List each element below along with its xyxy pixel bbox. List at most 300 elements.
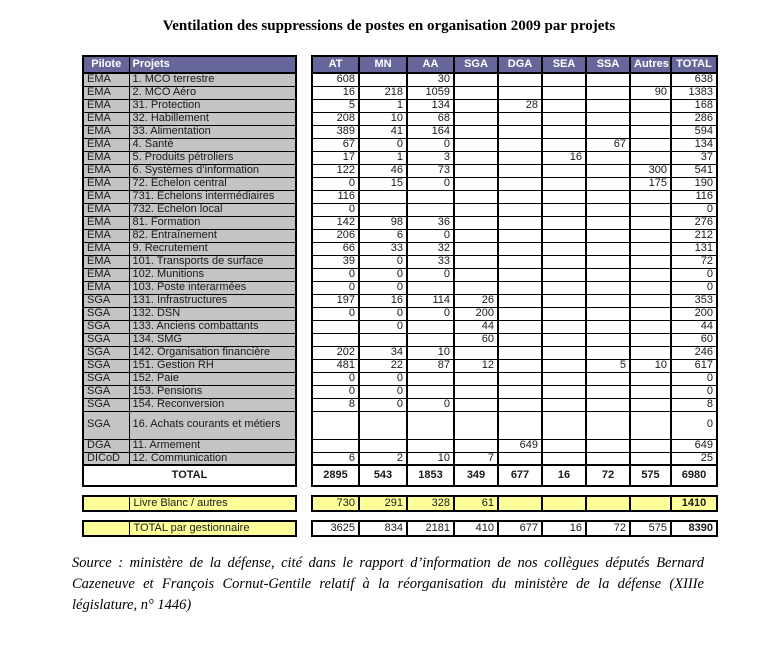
- table-row: [83, 112, 296, 125]
- value-cell: 16: [359, 294, 407, 307]
- table-row: [83, 359, 296, 372]
- value-cell: 608: [312, 73, 359, 86]
- value-cell: [498, 320, 542, 333]
- value-cell: 142: [312, 216, 359, 229]
- value-cell: [498, 242, 542, 255]
- value-cell: 1: [359, 151, 407, 164]
- pilote-cell: SGA: [83, 411, 129, 439]
- value-cell: [454, 372, 498, 385]
- value-cell: [359, 411, 407, 439]
- value-cell: [359, 190, 407, 203]
- value-cell: 0: [359, 320, 407, 333]
- page-title: Ventilation des suppressions de postes en organisation 2009 par projets: [162, 18, 616, 34]
- footer-row-label: TOTAL par gestionnaire: [129, 521, 296, 536]
- value-cell: [498, 138, 542, 151]
- value-cell: 0: [671, 268, 717, 281]
- value-cell: 0: [312, 203, 359, 216]
- value-cell: 0: [359, 268, 407, 281]
- value-cell: [586, 229, 630, 242]
- value-cell: 617: [671, 359, 717, 372]
- value-cell: [498, 125, 542, 138]
- value-cell: [498, 203, 542, 216]
- value-cell: 0: [359, 372, 407, 385]
- table-row: [83, 281, 296, 294]
- pilote-cell: EMA: [83, 190, 129, 203]
- column-header-sea: SEA: [542, 56, 586, 73]
- projet-cell: 731. Echelons intermédiaires: [129, 190, 296, 203]
- projet-cell: 33. Alimentation: [129, 125, 296, 138]
- value-cell: [454, 164, 498, 177]
- value-cell: 200: [454, 307, 498, 320]
- value-cell: 87: [407, 359, 454, 372]
- value-cell: 286: [671, 112, 717, 125]
- value-cell: [498, 411, 542, 439]
- table-row: [312, 177, 717, 190]
- value-cell: 0: [359, 281, 407, 294]
- value-cell: 834: [359, 521, 407, 536]
- value-cell: [359, 439, 407, 452]
- table-row: [312, 112, 717, 125]
- footer-row-left: [83, 521, 296, 536]
- table-row: [83, 346, 296, 359]
- projet-cell: 154. Reconversion: [129, 398, 296, 411]
- value-cell: 649: [498, 439, 542, 452]
- value-cell: [630, 496, 671, 511]
- footer-row-values: [312, 496, 717, 511]
- footer-row-label: Livre Blanc / autres: [129, 496, 296, 511]
- value-cell: [359, 73, 407, 86]
- table-row: [312, 320, 717, 333]
- value-cell: [542, 125, 586, 138]
- projet-cell: 142. Organisation financière: [129, 346, 296, 359]
- projet-cell: 5. Produits pétroliers: [129, 151, 296, 164]
- value-cell: 67: [586, 138, 630, 151]
- value-cell: 73: [407, 164, 454, 177]
- table-row: [83, 255, 296, 268]
- value-cell: [630, 452, 671, 465]
- value-cell: [542, 268, 586, 281]
- value-cell: [498, 372, 542, 385]
- pilote-cell: SGA: [83, 398, 129, 411]
- footer-total-cell: 1410: [671, 496, 717, 511]
- value-cell: [454, 203, 498, 216]
- value-cell: 22: [359, 359, 407, 372]
- value-cell: [498, 333, 542, 346]
- pilote-cell: EMA: [83, 281, 129, 294]
- table-row: [312, 73, 717, 86]
- table-row: [83, 439, 296, 452]
- value-cell: 44: [671, 320, 717, 333]
- table-row: [312, 216, 717, 229]
- table-row: [312, 439, 717, 452]
- value-cell: 10: [630, 359, 671, 372]
- table-row: [83, 151, 296, 164]
- value-cell: [454, 125, 498, 138]
- projet-cell: 101. Transports de surface: [129, 255, 296, 268]
- value-cell: 1059: [407, 86, 454, 99]
- table-row: [83, 268, 296, 281]
- value-cell: [586, 307, 630, 320]
- value-cell: 0: [312, 307, 359, 320]
- pilote-cell: SGA: [83, 346, 129, 359]
- projet-cell: 134. SMG: [129, 333, 296, 346]
- value-cell: 72: [586, 521, 630, 536]
- table-row: [312, 281, 717, 294]
- value-cell: 291: [359, 496, 407, 511]
- value-cell: 60: [671, 333, 717, 346]
- table-row: [312, 346, 717, 359]
- value-cell: 2181: [407, 521, 454, 536]
- value-cell: 116: [671, 190, 717, 203]
- value-cell: [454, 112, 498, 125]
- value-cell: 10: [359, 112, 407, 125]
- value-cell: [586, 496, 630, 511]
- footer-total-cell: 8390: [671, 521, 717, 536]
- projet-cell: 151. Gestion RH: [129, 359, 296, 372]
- pilote-cell: SGA: [83, 385, 129, 398]
- pilote-cell: EMA: [83, 125, 129, 138]
- total-row: [312, 465, 717, 486]
- value-cell: [407, 411, 454, 439]
- value-cell: 677: [498, 521, 542, 536]
- table-row: [312, 268, 717, 281]
- projet-cell: 133. Anciens combattants: [129, 320, 296, 333]
- value-cell: [454, 216, 498, 229]
- value-cell: [542, 73, 586, 86]
- value-cell: 2: [359, 452, 407, 465]
- value-cell: 0: [671, 411, 717, 439]
- table-row: [312, 398, 717, 411]
- value-cell: [498, 359, 542, 372]
- value-cell: [454, 268, 498, 281]
- value-cell: 202: [312, 346, 359, 359]
- value-cell: 26: [454, 294, 498, 307]
- value-cell: 0: [407, 177, 454, 190]
- value-cell: [630, 112, 671, 125]
- pilote-cell: EMA: [83, 99, 129, 112]
- value-cell: [454, 411, 498, 439]
- value-cell: [542, 255, 586, 268]
- table-row: [83, 86, 296, 99]
- value-cell: 15: [359, 177, 407, 190]
- value-cell: [630, 138, 671, 151]
- value-cell: [586, 99, 630, 112]
- value-cell: 10: [407, 452, 454, 465]
- pilote-cell: SGA: [83, 333, 129, 346]
- value-cell: 0: [312, 281, 359, 294]
- column-header-sga: SGA: [454, 56, 498, 73]
- value-cell: 72: [671, 255, 717, 268]
- table-row: [312, 294, 717, 307]
- value-cell: 60: [454, 333, 498, 346]
- value-cell: [312, 333, 359, 346]
- value-cell: 39: [312, 255, 359, 268]
- value-cell: [454, 255, 498, 268]
- value-cell: [498, 268, 542, 281]
- value-cell: [542, 346, 586, 359]
- value-cell: 206: [312, 229, 359, 242]
- value-cell: 66: [312, 242, 359, 255]
- table-row: [312, 125, 717, 138]
- value-cell: [542, 99, 586, 112]
- value-cell: [407, 281, 454, 294]
- column-header-at: AT: [312, 56, 359, 73]
- table-row: [312, 333, 717, 346]
- value-cell: [630, 346, 671, 359]
- table-row: [83, 307, 296, 320]
- value-cell: 32: [407, 242, 454, 255]
- total-value-cell: 72: [586, 465, 630, 486]
- pilote-cell: SGA: [83, 294, 129, 307]
- value-cell: [630, 307, 671, 320]
- table-row: [83, 73, 296, 86]
- table-row: [83, 452, 296, 465]
- pilote-cell: EMA: [83, 151, 129, 164]
- total-label: TOTAL: [83, 465, 296, 486]
- value-cell: [542, 190, 586, 203]
- value-cell: [586, 346, 630, 359]
- footer-values-block: [311, 520, 718, 537]
- value-cell: 98: [359, 216, 407, 229]
- value-cell: 134: [407, 99, 454, 112]
- projet-cell: 9. Recrutement: [129, 242, 296, 255]
- pilote-cell: EMA: [83, 138, 129, 151]
- value-cell: [454, 281, 498, 294]
- value-cell: [586, 86, 630, 99]
- pilote-cell: EMA: [83, 255, 129, 268]
- total-value-cell: 349: [454, 465, 498, 486]
- projet-cell: 82. Entraînement: [129, 229, 296, 242]
- value-cell: [630, 125, 671, 138]
- value-cell: [542, 229, 586, 242]
- value-cell: [407, 385, 454, 398]
- value-cell: [630, 281, 671, 294]
- value-cell: [454, 190, 498, 203]
- value-cell: [630, 439, 671, 452]
- table-row: [83, 177, 296, 190]
- value-cell: 0: [407, 138, 454, 151]
- table-row: [312, 229, 717, 242]
- projet-cell: 81. Formation: [129, 216, 296, 229]
- value-cell: [630, 333, 671, 346]
- value-cell: [630, 229, 671, 242]
- projet-cell: 132. DSN: [129, 307, 296, 320]
- value-cell: 246: [671, 346, 717, 359]
- value-cell: [630, 398, 671, 411]
- value-cell: [630, 190, 671, 203]
- total-value-cell: 1853: [407, 465, 454, 486]
- value-cell: [498, 398, 542, 411]
- projet-cell: 11. Armement: [129, 439, 296, 452]
- table-header-row: [83, 56, 296, 73]
- suppressions-table: [82, 55, 769, 487]
- projet-cell: 32. Habillement: [129, 112, 296, 125]
- projet-cell: 732. Echelon local: [129, 203, 296, 216]
- value-cell: [498, 112, 542, 125]
- value-cell: [312, 411, 359, 439]
- column-header-mn: MN: [359, 56, 407, 73]
- value-cell: 44: [454, 320, 498, 333]
- value-cell: [542, 411, 586, 439]
- value-cell: [586, 452, 630, 465]
- value-cell: [454, 229, 498, 242]
- value-cell: 3625: [312, 521, 359, 536]
- column-header-total: TOTAL: [671, 56, 717, 73]
- projet-cell: 152. Paie: [129, 372, 296, 385]
- value-cell: [630, 203, 671, 216]
- value-cell: [542, 320, 586, 333]
- value-cell: [407, 439, 454, 452]
- value-cell: [498, 190, 542, 203]
- value-cell: [630, 216, 671, 229]
- value-cell: [454, 99, 498, 112]
- value-cell: 8: [671, 398, 717, 411]
- column-header-aa: AA: [407, 56, 454, 73]
- value-cell: [542, 452, 586, 465]
- value-cell: 33: [359, 242, 407, 255]
- table-row: [83, 203, 296, 216]
- pilote-cell: EMA: [83, 216, 129, 229]
- value-cell: [454, 398, 498, 411]
- value-cell: [542, 333, 586, 346]
- column-header-projets: Projets: [129, 56, 296, 73]
- value-cell: [498, 229, 542, 242]
- value-cell: [498, 496, 542, 511]
- value-cell: [542, 281, 586, 294]
- table-header-row: [312, 56, 717, 73]
- value-cell: 1: [359, 99, 407, 112]
- value-cell: 0: [671, 372, 717, 385]
- value-cell: [454, 242, 498, 255]
- value-cell: 208: [312, 112, 359, 125]
- value-cell: 46: [359, 164, 407, 177]
- value-cell: [312, 320, 359, 333]
- value-cell: 116: [312, 190, 359, 203]
- value-cell: 575: [630, 521, 671, 536]
- table-row: [83, 398, 296, 411]
- value-cell: [586, 411, 630, 439]
- value-cell: 16: [312, 86, 359, 99]
- value-cell: [586, 268, 630, 281]
- projet-cell: 103. Poste interarmées: [129, 281, 296, 294]
- value-cell: 197: [312, 294, 359, 307]
- value-cell: [630, 73, 671, 86]
- value-cell: [586, 320, 630, 333]
- value-cell: [586, 333, 630, 346]
- table-row: [312, 86, 717, 99]
- value-cell: [630, 294, 671, 307]
- table-row: [83, 99, 296, 112]
- value-cell: [586, 112, 630, 125]
- value-cell: [586, 125, 630, 138]
- value-cell: 300: [630, 164, 671, 177]
- value-cell: 12: [454, 359, 498, 372]
- value-cell: 0: [312, 268, 359, 281]
- value-cell: 41: [359, 125, 407, 138]
- value-cell: 25: [671, 452, 717, 465]
- value-cell: [542, 164, 586, 177]
- value-cell: [586, 73, 630, 86]
- value-cell: 328: [407, 496, 454, 511]
- table-row: [312, 411, 717, 439]
- value-cell: 594: [671, 125, 717, 138]
- table-row: [312, 307, 717, 320]
- value-cell: [454, 177, 498, 190]
- value-cell: [498, 294, 542, 307]
- value-cell: 67: [312, 138, 359, 151]
- value-cell: 122: [312, 164, 359, 177]
- value-cell: 37: [671, 151, 717, 164]
- pilote-cell: EMA: [83, 268, 129, 281]
- pilote-cell: EMA: [83, 112, 129, 125]
- value-cell: 1383: [671, 86, 717, 99]
- value-cell: [454, 346, 498, 359]
- footer-label-block: [82, 495, 297, 512]
- value-cell: [454, 73, 498, 86]
- pilote-cell: EMA: [83, 177, 129, 190]
- value-cell: 0: [359, 307, 407, 320]
- value-cell: 28: [498, 99, 542, 112]
- table-row: [83, 385, 296, 398]
- table-row: [83, 333, 296, 346]
- value-cell: [630, 320, 671, 333]
- value-cell: [454, 138, 498, 151]
- value-cell: [542, 203, 586, 216]
- value-cell: 200: [671, 307, 717, 320]
- value-cell: [630, 151, 671, 164]
- table-row: [312, 372, 717, 385]
- value-cell: [630, 255, 671, 268]
- pilote-cell: DGA: [83, 439, 129, 452]
- table-row: [312, 151, 717, 164]
- pilote-cell: EMA: [83, 164, 129, 177]
- value-cell: [542, 385, 586, 398]
- table-row: [312, 164, 717, 177]
- value-cell: [498, 346, 542, 359]
- value-cell: [586, 281, 630, 294]
- projet-cell: 131. Infrastructures: [129, 294, 296, 307]
- value-cell: [630, 99, 671, 112]
- total-value-cell: 677: [498, 465, 542, 486]
- total-value-cell: 2895: [312, 465, 359, 486]
- footer-pilote-cell: [83, 496, 129, 511]
- value-cell: 541: [671, 164, 717, 177]
- pilote-cell: SGA: [83, 359, 129, 372]
- value-cell: [630, 242, 671, 255]
- value-cell: [498, 255, 542, 268]
- value-cell: [498, 216, 542, 229]
- value-cell: 17: [312, 151, 359, 164]
- value-cell: 6: [312, 452, 359, 465]
- table-labels-block: [82, 55, 297, 487]
- total-value-cell: 543: [359, 465, 407, 486]
- value-cell: [586, 372, 630, 385]
- value-cell: 0: [407, 398, 454, 411]
- value-cell: 33: [407, 255, 454, 268]
- value-cell: [630, 372, 671, 385]
- table-row: [312, 190, 717, 203]
- value-cell: 0: [312, 372, 359, 385]
- total-row: [83, 465, 296, 486]
- value-cell: 389: [312, 125, 359, 138]
- value-cell: [407, 203, 454, 216]
- value-cell: 276: [671, 216, 717, 229]
- value-cell: [542, 138, 586, 151]
- value-cell: 8: [312, 398, 359, 411]
- value-cell: 6: [359, 229, 407, 242]
- table-row: [312, 452, 717, 465]
- value-cell: [586, 255, 630, 268]
